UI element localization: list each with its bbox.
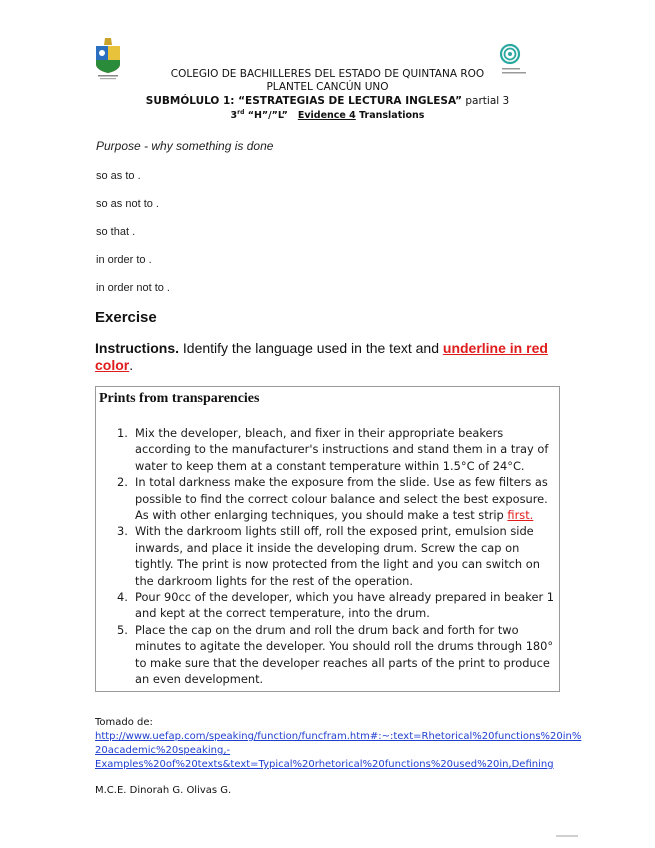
- step-text: In total darkness make the exposure from the slide. Use as few filters as possible to find the correct colour balance and select the best exposure. As with other enlarging techniques, you should make a test strip: [135, 475, 548, 523]
- purpose-item: so as not to .: [96, 198, 159, 210]
- exercise-heading: Exercise: [95, 309, 157, 326]
- list-item: [117, 474, 557, 523]
- step-text: Pour 90cc of the developer, which you have already prepared in beaker 1 and kept at the correct temperature, into the drum.: [135, 590, 555, 621]
- header-evidence: [0, 109, 655, 121]
- grade: 3: [230, 110, 238, 122]
- header-submodule: [0, 95, 655, 107]
- step-text: With the darkroom lights still off, roll the exposed print, emulsion side inwards, and place it inside the developing drum. Screw the cap on tightly. The print is now protected from the light and you can switch on the darkroom lights for the rest of the operation.: [135, 524, 540, 588]
- box-title: Prints from transparencies: [99, 391, 260, 406]
- step-number: 3.: [117, 524, 128, 539]
- purpose-item: in order to .: [96, 254, 152, 266]
- submodule-partial: partial 3: [462, 95, 510, 107]
- step-number: 1.: [117, 426, 128, 440]
- instructions-text: Identify the language used in the text and: [179, 340, 443, 356]
- step-number: 5.: [117, 622, 128, 637]
- steps-list: [117, 425, 557, 688]
- instructions-highlight: underline in red color: [95, 340, 548, 373]
- groups: “H”/”L”: [244, 110, 288, 122]
- step-text: Place the cap on the drum and roll the drum back and forth for two minutes to agitate the developer. You should roll the drums through 180° to make sure that the developer reaches all parts of the print to produce an even development.: [135, 622, 554, 687]
- author: M.C.E. Dinorah G. Olivas G.: [95, 785, 232, 796]
- purpose-heading: Purpose - why something is done: [96, 139, 274, 153]
- step-number: 2.: [117, 475, 128, 490]
- source-label: Tomado de:: [95, 717, 153, 728]
- source-link[interactable]: http://www.uefap.com/speaking/function/funcfram.htm#:~:text=Rhetorical%20functions%20in%: [95, 731, 582, 742]
- instructions: [95, 340, 565, 374]
- evidence-label: Evidence 4: [297, 110, 356, 122]
- instructions-label: Instructions.: [95, 340, 180, 356]
- footer-divider: [556, 835, 578, 837]
- grade-suffix: rd: [237, 109, 245, 116]
- purpose-item: in order not to .: [96, 282, 170, 294]
- header-campus: PLANTEL CANCÚN UNO: [266, 81, 389, 93]
- purpose-item: so as to .: [96, 170, 141, 182]
- purpose-item: so that .: [96, 226, 136, 238]
- source-link[interactable]: Examples%20of%20texts&text=Typical%20rhetorical%20functions%20used%20in,Defining: [95, 759, 554, 770]
- submodule-title: SUBMÓLULO 1: “ESTRATEGIAS DE LECTURA INGLESA”: [145, 95, 463, 107]
- header-school-name: COLEGIO DE BACHILLERES DEL ESTADO DE QUINTANA ROO: [170, 68, 485, 80]
- instructions-end: .: [129, 357, 134, 373]
- list-item: [117, 523, 557, 589]
- step-text: Mix the developer, bleach, and fixer in their appropriate beakers according to the manufacturer's instructions and stand them in a tray of water to keep them at a constant temperature within 1.5°C of 24°C.: [135, 426, 549, 473]
- list-item: [117, 425, 557, 474]
- evidence-topic: Translations: [355, 110, 425, 122]
- source-link[interactable]: 20academic%20speaking,-: [95, 745, 231, 756]
- step-highlight: first.: [507, 508, 534, 523]
- list-item: [117, 622, 557, 688]
- step-number: 4.: [117, 590, 128, 605]
- list-item: [117, 589, 557, 622]
